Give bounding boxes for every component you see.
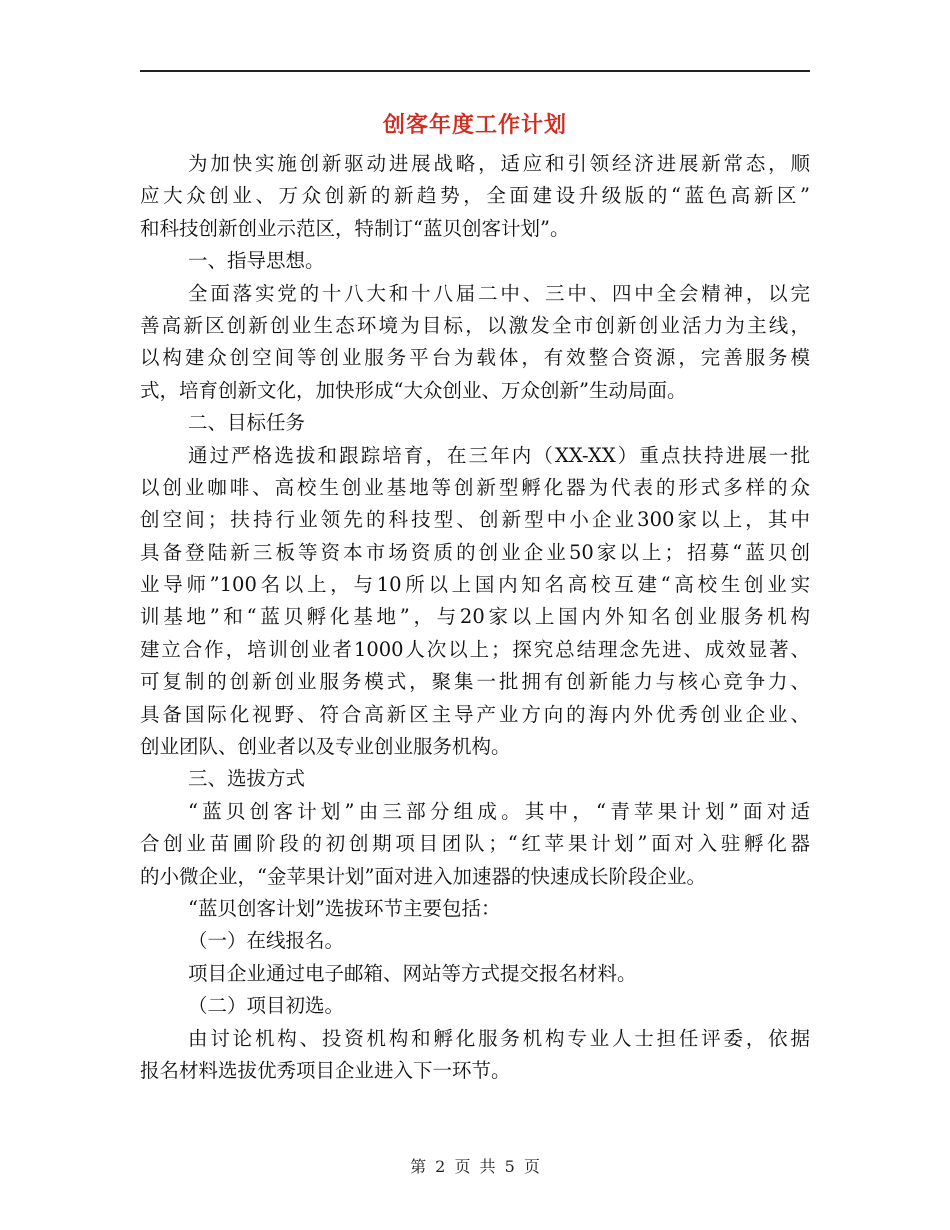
text-line: 具备国际化视野、符合高新区主导产业方向的海内外优秀创业企业、	[140, 702, 810, 726]
document-body	[140, 148, 810, 1087]
text-line: 合创业苗圃阶段的初创期项目团队；“红苹果计划”面对入驻孵化器	[140, 832, 810, 856]
paragraph	[140, 796, 810, 893]
text-line: 报名材料选拔优秀项目企业进入下一环节。	[140, 1058, 511, 1082]
text-line: 以构建众创空间等创业服务平台为载体，有效整合资源，完善服务模	[140, 346, 810, 370]
paragraph	[140, 148, 810, 245]
paragraph	[140, 763, 810, 795]
text-line: 全面落实党的十八大和十八届二中、三中、四中全会精神，以完	[188, 281, 810, 305]
text-line: 应大众创业、万众创新的新趋势，全面建设升级版的“蓝色高新区”	[140, 184, 810, 208]
paragraph	[140, 893, 810, 925]
text-line: 通过严格选拔和跟踪培育，在三年内（XX-XX）重点扶持进展一批	[188, 443, 810, 467]
paragraph	[140, 990, 810, 1022]
text-line: 创空间；扶持行业领先的科技型、创新型中小企业300家以上，其中	[140, 508, 810, 532]
header-rule	[140, 70, 810, 72]
text-line: 训基地”和“蓝贝孵化基地”，与20家以上国内外知名创业服务机构	[140, 605, 810, 629]
text-line: 为加快实施创新驱动进展战略，适应和引领经济进展新常态，顺	[188, 152, 810, 175]
document-title: 创客年度工作计划	[382, 113, 567, 138]
text-line: 创业团队、创业者以及专业创业服务机构。	[140, 735, 511, 759]
text-line: 的小微企业，“金苹果计划”面对进入加速器的快速成长阶段企业。	[140, 864, 706, 888]
text-line: （二）项目初选。	[188, 994, 345, 1018]
paragraph	[140, 245, 810, 277]
paragraph	[140, 958, 810, 990]
text-line: 一、指导思想。	[188, 249, 325, 273]
text-line: 和科技创新创业示范区，特制订“蓝贝创客计划”。	[140, 216, 570, 240]
text-line: 建立合作，培训创业者1000人次以上；探究总结理念先进、成效显著、	[140, 637, 810, 661]
page-footer: 第 2 页 共 5 页	[410, 1157, 540, 1176]
text-line: “蓝贝创客计划”选拔环节主要包括：	[188, 896, 501, 920]
text-line: 二、目标任务	[188, 411, 306, 435]
text-line: 善高新区创新创业生态环境为目标，以激发全市创新创业活力为主线，	[140, 313, 810, 337]
text-line: （一）在线报名。	[188, 929, 345, 953]
text-line: 项目企业通过电子邮箱、网站等方式提交报名材料。	[188, 961, 637, 985]
paragraph	[140, 925, 810, 957]
text-line: 可复制的创新创业服务模式，聚集一批拥有创新能力与核心竞争力、	[140, 670, 810, 694]
text-line: 具备登陆新三板等资本市场资质的创业企业50家以上；招募“蓝贝创	[140, 540, 810, 564]
paragraph	[140, 407, 810, 439]
text-line: 以创业咖啡、高校生创业基地等创新型孵化器为代表的形式多样的众	[140, 475, 810, 499]
paragraph	[140, 278, 810, 408]
text-line: 三、选拔方式	[188, 767, 306, 791]
text-line: 业导师”100名以上，与10所以上国内知名高校互建“高校生创业实	[140, 573, 810, 597]
paragraph	[140, 440, 810, 764]
text-line: “蓝贝创客计划”由三部分组成。其中，“青苹果计划”面对适	[188, 799, 810, 823]
text-line: 由讨论机构、投资机构和孵化服务机构专业人士担任评委，依据	[188, 1026, 810, 1050]
text-line: 式，培育创新文化，加快形成“大众创业、万众创新”生动局面。	[140, 378, 687, 402]
paragraph	[140, 1023, 810, 1088]
